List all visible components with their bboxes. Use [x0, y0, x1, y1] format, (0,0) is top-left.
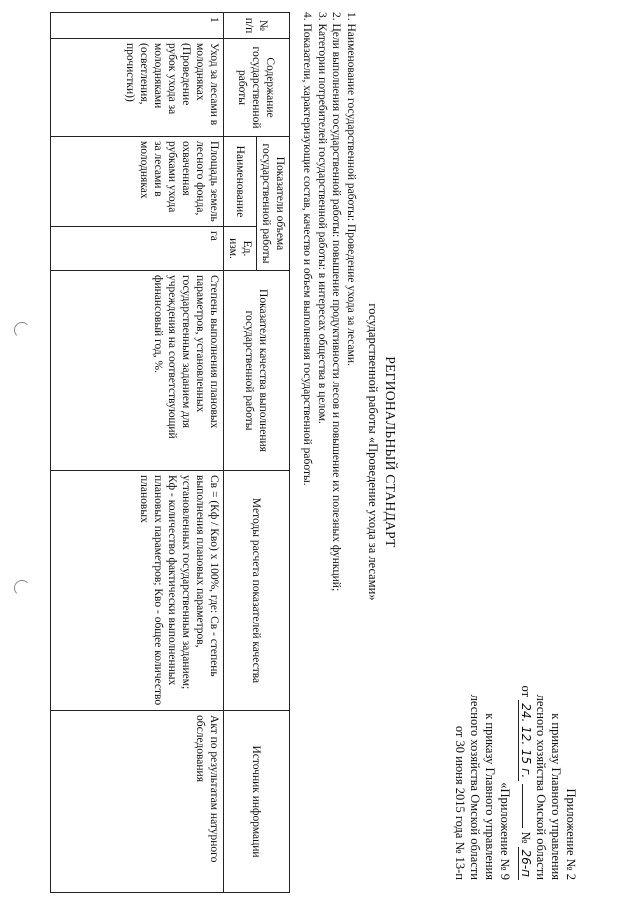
header-num: № п/п	[224, 13, 290, 39]
appendix-9-header	[452, 560, 512, 880]
cell-quality: Степень выполнения плановых параметров, установленных государственным заданием для учреждения на соответствующий финансовый год, %.	[51, 271, 224, 471]
appendix-2-date-line	[518, 560, 533, 880]
handwritten-date: 24. 12. 15 г.	[518, 700, 533, 781]
cell-source: Акт по результатам натурного обследования	[51, 711, 224, 893]
header-methods: Методы расчета показателей качества	[224, 471, 290, 711]
item-4: 4. Показатели, характеризующие состав, качество и объем выполнения государственной работы.	[301, 12, 314, 486]
table-row	[51, 13, 224, 893]
appendix-9-line: лесного хозяйства Омской области	[468, 694, 482, 880]
header-volume: Показатели объема государственной работы	[257, 137, 290, 271]
item-3: 3. Категории потребителей государственной работы: в интересах общества в целом.	[316, 12, 328, 424]
item-2: 2. Цели выполнения государственной работы: повышение продуктивности лесов и повышение их полезных функций;	[330, 12, 343, 592]
header-volume-unit: Ед. изм.	[224, 227, 257, 271]
header-volume-name: Наименование	[224, 137, 257, 227]
blank-line	[522, 784, 523, 828]
date-prefix: от	[519, 685, 533, 698]
appendix-2-line: к приказу Главного управления	[549, 713, 563, 880]
numbered-items	[300, 12, 358, 892]
item-1: 1. Наименование государственной работы: Проведение ухода за лесами.	[345, 12, 357, 366]
appendix-2-line: лесного хозяйства Омской области	[534, 694, 548, 880]
header-quality: Показатели качества выполнения государственной работы	[224, 271, 290, 471]
header-content: Содержание государственной работы	[224, 39, 290, 137]
header-source: Источник информации	[224, 711, 290, 893]
cell-volume-unit: га	[51, 227, 224, 271]
cell-volume-name: Площадь земель лесного фонда, охваченная рубками ухода за лесами в молодняках	[51, 137, 224, 227]
appendix-2-title: Приложение № 2	[564, 788, 578, 880]
document-subtitle: государственной работы «Проведение ухода за лесами»	[366, 303, 380, 601]
rotated-document-page	[20, 12, 620, 892]
document-title: РЕГИОНАЛЬНЫЙ СТАНДАРТ	[383, 356, 398, 548]
table-header-row	[257, 13, 290, 893]
cell-content: Уход за лесами в молодняках (Проведение рубок ухода за молодняками (осветления, прочистки))	[51, 39, 224, 137]
cell-num: 1	[51, 13, 224, 39]
appendix-9-line: к приказу Главного управления	[483, 713, 497, 880]
standard-table	[50, 12, 290, 893]
appendix-9-line: от 30 июня 2015 года № 13-п	[453, 725, 467, 880]
appendix-9-title: «Приложение № 9	[498, 782, 512, 880]
appendix-2-header	[518, 560, 578, 880]
cell-methods: Св = (Кф / Кво) х 100%, где: Св - степень выполнения плановых параметров, установленных государственным заданием; Кф - количество фактически выполненных плановых параметров; Кво - общее количество плановых	[51, 471, 224, 711]
number-prefix: №	[519, 831, 533, 844]
handwritten-number: 26-п	[518, 847, 533, 880]
